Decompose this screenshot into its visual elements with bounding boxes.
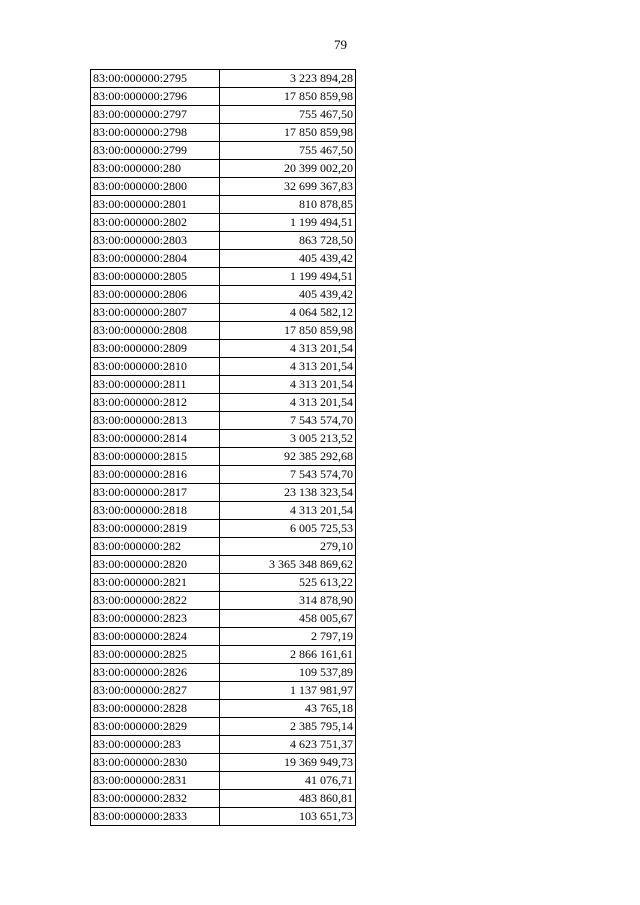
table-row — [91, 214, 356, 232]
value-cell: 2 797,19 — [220, 628, 356, 646]
value-cell: 17 850 859,98 — [220, 124, 356, 142]
cadastral-number-cell: 83:00:000000:2822 — [91, 592, 220, 610]
cadastral-number-cell: 83:00:000000:2799 — [91, 142, 220, 160]
cadastral-number-cell: 83:00:000000:2798 — [91, 124, 220, 142]
table-row — [91, 718, 356, 736]
value-cell: 755 467,50 — [220, 142, 356, 160]
table-row — [91, 448, 356, 466]
cadastral-number-cell: 83:00:000000:2814 — [91, 430, 220, 448]
cadastral-number-cell: 83:00:000000:2815 — [91, 448, 220, 466]
table-row — [91, 70, 356, 88]
value-cell: 810 878,85 — [220, 196, 356, 214]
table-row — [91, 700, 356, 718]
table-row — [91, 484, 356, 502]
value-cell: 41 076,71 — [220, 772, 356, 790]
table-row — [91, 286, 356, 304]
value-cell: 92 385 292,68 — [220, 448, 356, 466]
table-row — [91, 232, 356, 250]
table-row — [91, 664, 356, 682]
value-cell: 3 365 348 869,62 — [220, 556, 356, 574]
value-cell: 279,10 — [220, 538, 356, 556]
value-cell: 17 850 859,98 — [220, 322, 356, 340]
value-cell: 314 878,90 — [220, 592, 356, 610]
value-cell: 2 866 161,61 — [220, 646, 356, 664]
table-row — [91, 196, 356, 214]
cadastral-number-cell: 83:00:000000:2820 — [91, 556, 220, 574]
value-cell: 109 537,89 — [220, 664, 356, 682]
table-row — [91, 682, 356, 700]
cadastral-number-cell: 83:00:000000:2824 — [91, 628, 220, 646]
cadastral-number-cell: 83:00:000000:2805 — [91, 268, 220, 286]
cadastral-number-cell: 83:00:000000:280 — [91, 160, 220, 178]
value-cell: 3 005 213,52 — [220, 430, 356, 448]
table-row — [91, 88, 356, 106]
cadastral-number-cell: 83:00:000000:2797 — [91, 106, 220, 124]
cadastral-number-cell: 83:00:000000:2829 — [91, 718, 220, 736]
table-row — [91, 574, 356, 592]
page-number: 79 — [334, 37, 347, 52]
value-cell: 103 651,73 — [220, 808, 356, 826]
cadastral-number-cell: 83:00:000000:2802 — [91, 214, 220, 232]
value-cell: 1 137 981,97 — [220, 682, 356, 700]
cadastral-number-cell: 83:00:000000:2832 — [91, 790, 220, 808]
cadastral-number-cell: 83:00:000000:2833 — [91, 808, 220, 826]
cadastral-number-cell: 83:00:000000:2808 — [91, 322, 220, 340]
value-cell: 458 005,67 — [220, 610, 356, 628]
table-row — [91, 250, 356, 268]
cadastral-number-cell: 83:00:000000:2816 — [91, 466, 220, 484]
table-row — [91, 358, 356, 376]
table-row — [91, 502, 356, 520]
value-cell: 4 313 201,54 — [220, 358, 356, 376]
table-row — [91, 322, 356, 340]
table-row — [91, 736, 356, 754]
table-row — [91, 412, 356, 430]
value-cell: 20 399 002,20 — [220, 160, 356, 178]
table-row — [91, 754, 356, 772]
value-cell: 23 138 323,54 — [220, 484, 356, 502]
value-cell: 32 699 367,83 — [220, 178, 356, 196]
cadastral-number-cell: 83:00:000000:2823 — [91, 610, 220, 628]
table-row — [91, 178, 356, 196]
value-cell: 4 313 201,54 — [220, 502, 356, 520]
table-row — [91, 538, 356, 556]
value-cell: 4 313 201,54 — [220, 394, 356, 412]
table-row — [91, 628, 356, 646]
table-row — [91, 160, 356, 178]
cadastral-number-cell: 83:00:000000:2803 — [91, 232, 220, 250]
cadastral-number-cell: 83:00:000000:2796 — [91, 88, 220, 106]
table-row — [91, 592, 356, 610]
value-cell: 7 543 574,70 — [220, 412, 356, 430]
value-cell: 3 223 894,28 — [220, 70, 356, 88]
value-cell: 43 765,18 — [220, 700, 356, 718]
cadastral-number-cell: 83:00:000000:283 — [91, 736, 220, 754]
value-cell: 755 467,50 — [220, 106, 356, 124]
cadastral-number-cell: 83:00:000000:2827 — [91, 682, 220, 700]
table-row — [91, 808, 356, 826]
table-row — [91, 646, 356, 664]
table-row — [91, 340, 356, 358]
table-row — [91, 376, 356, 394]
value-cell: 6 005 725,53 — [220, 520, 356, 538]
value-cell: 4 313 201,54 — [220, 340, 356, 358]
value-cell: 525 613,22 — [220, 574, 356, 592]
value-cell: 1 199 494,51 — [220, 268, 356, 286]
cadastral-number-cell: 83:00:000000:2818 — [91, 502, 220, 520]
value-cell: 483 860,81 — [220, 790, 356, 808]
value-cell: 2 385 795,14 — [220, 718, 356, 736]
cadastral-number-cell: 83:00:000000:2813 — [91, 412, 220, 430]
table-row — [91, 106, 356, 124]
cadastral-number-cell: 83:00:000000:2810 — [91, 358, 220, 376]
cadastral-number-cell: 83:00:000000:2800 — [91, 178, 220, 196]
table-row — [91, 430, 356, 448]
value-cell: 863 728,50 — [220, 232, 356, 250]
table-row — [91, 610, 356, 628]
value-cell: 4 313 201,54 — [220, 376, 356, 394]
cadastral-number-cell: 83:00:000000:2817 — [91, 484, 220, 502]
table-row — [91, 790, 356, 808]
cadastral-number-cell: 83:00:000000:2806 — [91, 286, 220, 304]
cadastral-number-cell: 83:00:000000:2809 — [91, 340, 220, 358]
cadastral-number-cell: 83:00:000000:282 — [91, 538, 220, 556]
table-row — [91, 124, 356, 142]
table-body — [91, 70, 356, 826]
cadastral-value-table — [90, 69, 356, 826]
cadastral-number-cell: 83:00:000000:2812 — [91, 394, 220, 412]
cadastral-number-cell: 83:00:000000:2811 — [91, 376, 220, 394]
table-row — [91, 394, 356, 412]
cadastral-number-cell: 83:00:000000:2795 — [91, 70, 220, 88]
table-row — [91, 142, 356, 160]
cadastral-number-cell: 83:00:000000:2828 — [91, 700, 220, 718]
value-cell: 405 439,42 — [220, 250, 356, 268]
value-cell: 1 199 494,51 — [220, 214, 356, 232]
table-row — [91, 556, 356, 574]
table-row — [91, 520, 356, 538]
cadastral-number-cell: 83:00:000000:2821 — [91, 574, 220, 592]
cadastral-number-cell: 83:00:000000:2830 — [91, 754, 220, 772]
table-row — [91, 268, 356, 286]
value-cell: 7 543 574,70 — [220, 466, 356, 484]
cadastral-number-cell: 83:00:000000:2801 — [91, 196, 220, 214]
value-cell: 19 369 949,73 — [220, 754, 356, 772]
table-row — [91, 466, 356, 484]
value-cell: 405 439,42 — [220, 286, 356, 304]
cadastral-number-cell: 83:00:000000:2819 — [91, 520, 220, 538]
value-cell: 17 850 859,98 — [220, 88, 356, 106]
table-row — [91, 772, 356, 790]
cadastral-number-cell: 83:00:000000:2825 — [91, 646, 220, 664]
table-row — [91, 304, 356, 322]
cadastral-number-cell: 83:00:000000:2804 — [91, 250, 220, 268]
cadastral-number-cell: 83:00:000000:2807 — [91, 304, 220, 322]
value-cell: 4 064 582,12 — [220, 304, 356, 322]
cadastral-number-cell: 83:00:000000:2826 — [91, 664, 220, 682]
value-cell: 4 623 751,37 — [220, 736, 356, 754]
cadastral-number-cell: 83:00:000000:2831 — [91, 772, 220, 790]
